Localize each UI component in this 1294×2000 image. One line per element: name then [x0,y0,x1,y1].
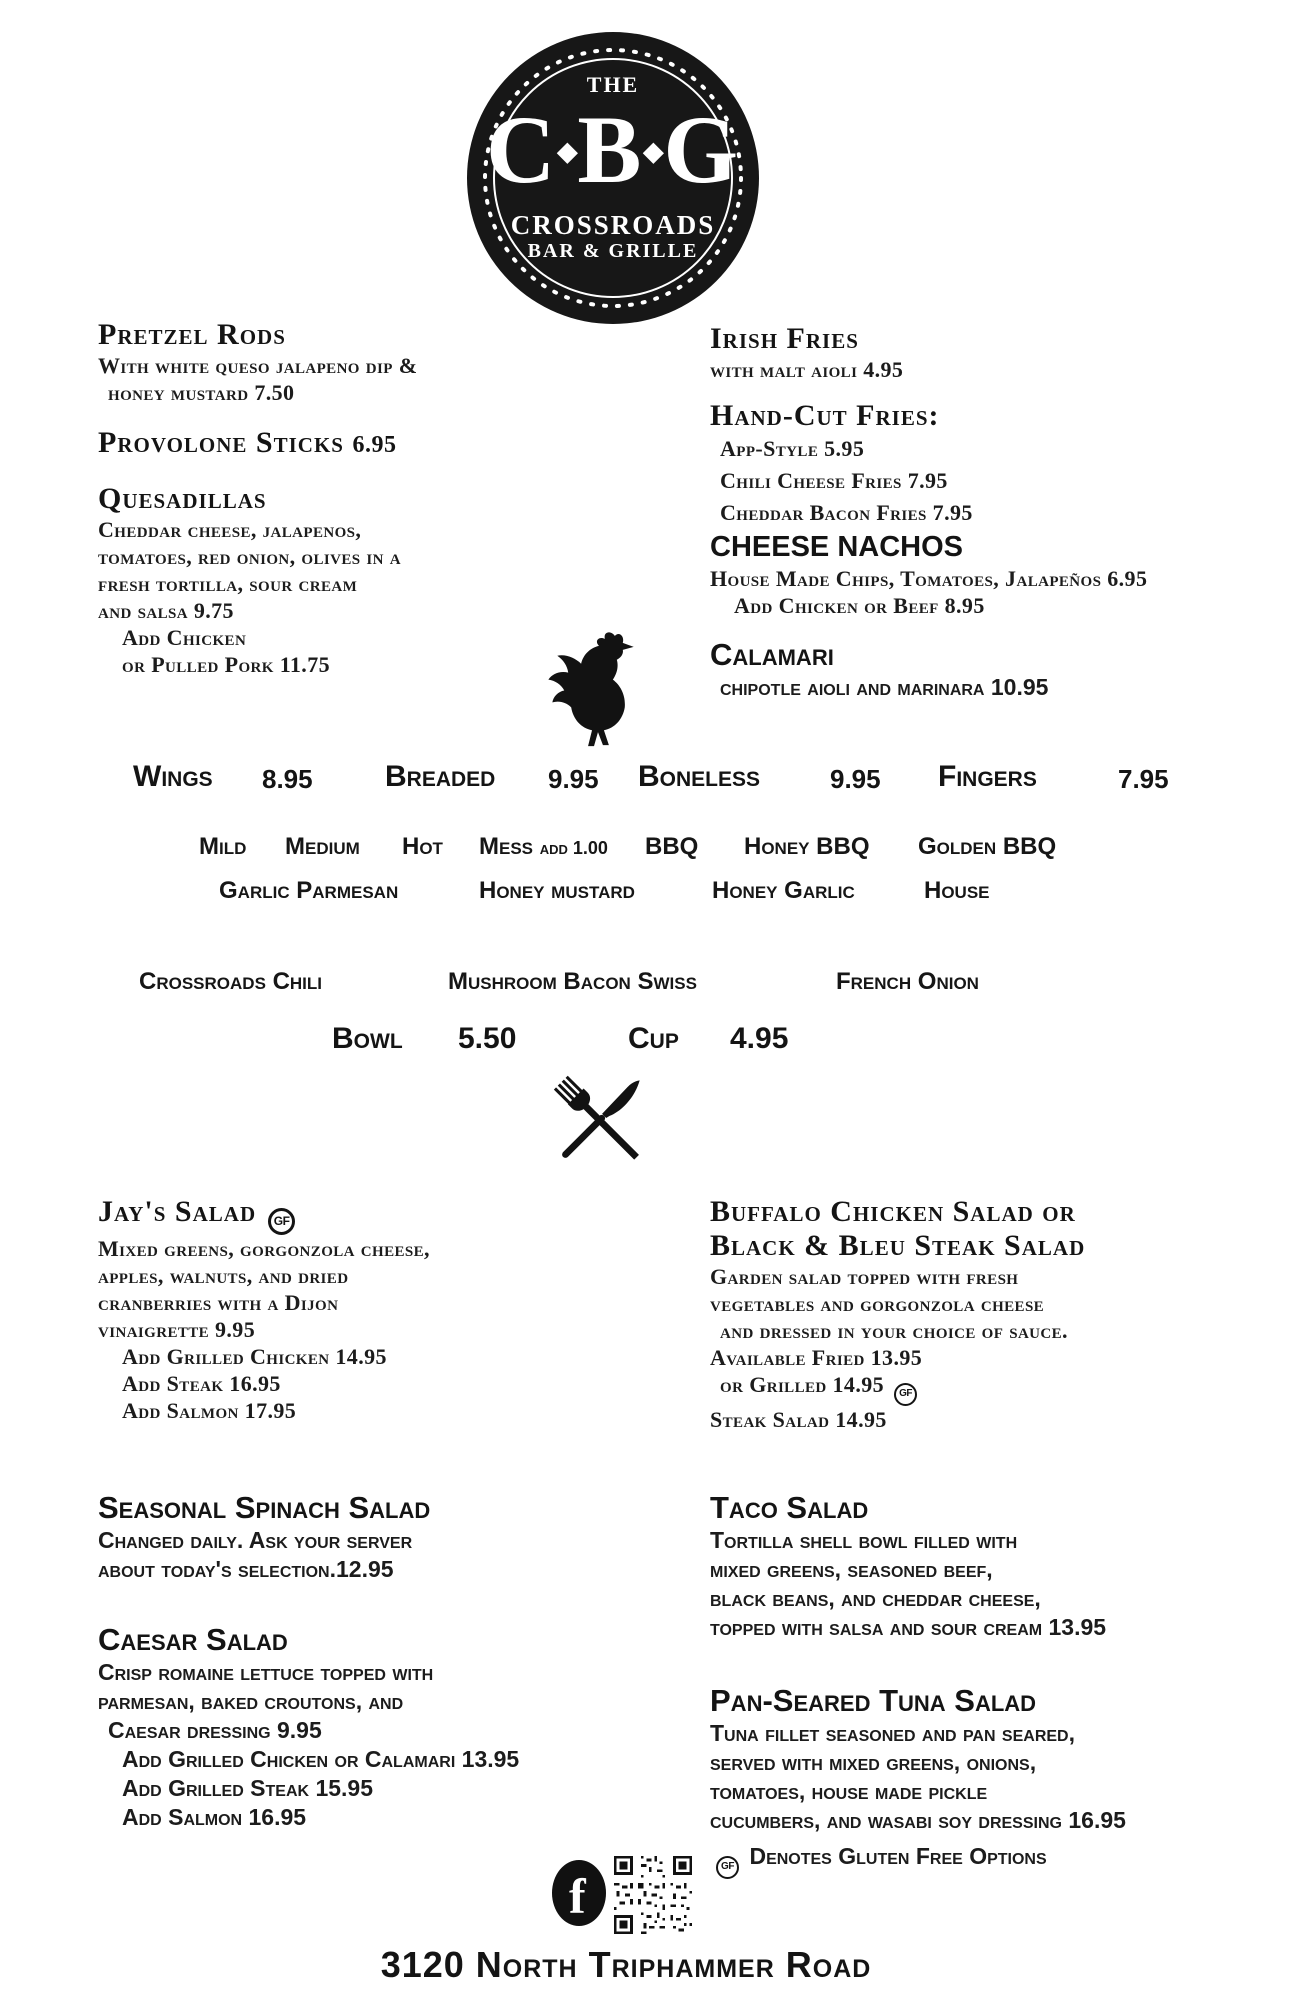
soup-name: Mushroom Bacon Swiss [448,968,697,995]
caesar-salad-block [98,1622,658,1832]
facebook-icon [552,1860,606,1926]
wing-price: 9.95 [830,764,881,794]
qr-code-icon [614,1856,692,1934]
item-title: Provolone Sticks 6.95 [98,426,397,459]
item-desc: Crisp romaine lettuce topped with [98,1659,434,1685]
item-desc: fresh tortilla, sour cream [98,571,358,596]
item-desc: and salsa 9.75 [98,598,234,623]
item-title: Quesadillas [98,482,267,515]
item-title: Caesar Salad [98,1622,288,1657]
logo-the: THE [586,72,640,97]
taco-salad-block [710,1490,1294,1642]
rooster-icon [545,630,645,754]
flavor: Honey Garlic [712,877,855,904]
item-desc: apples, walnuts, and dried [98,1263,349,1288]
item-desc: Mixed greens, gorgonzola cheese, [98,1236,430,1261]
logo-initials: C◆B◆G [485,96,741,203]
flavor: House [924,877,990,904]
item-desc: House Made Chips, Tomatoes, Jalapeños 6.95 [710,566,1148,591]
soup-name: Crossroads Chili [139,968,323,995]
diamond-icon: ◆ [557,137,578,166]
item-desc: Garden salad topped with fresh [710,1264,1019,1289]
item-addon: or Pulled Pork 11.75 [122,652,331,677]
item-desc: chipotle aioli and marinara 10.95 [720,674,1049,700]
wing-price: 7.95 [1118,764,1169,794]
item-desc: black beans, and cheddar cheese, [710,1585,1041,1611]
item-price: 6.95 [352,432,397,458]
item-addon: Add Grilled Chicken or Calamari 13.95 [122,1746,520,1772]
item-title: Buffalo Chicken Salad or [710,1195,1076,1228]
item-addon: Add Grilled Chicken 14.95 [122,1344,387,1369]
gluten-free-text: Denotes Gluten Free Options [749,1843,1047,1869]
item-title: Seasonal Spinach Salad [98,1490,431,1525]
item-title: Black & Bleu Steak Salad [710,1229,1086,1262]
item-desc: about today's selection.12.95 [98,1556,394,1582]
item-addon: Add Steak 16.95 [122,1371,281,1396]
item-desc: cranberries with a Dijon [98,1290,339,1315]
gluten-free-icon: GF [894,1383,917,1406]
item-desc: cucumbers, and wasabi soy dressing 16.95 [710,1807,1126,1833]
address-line: 3120 North Triphammer Road [380,1944,872,1985]
item-desc: Caesar dressing 9.95 [108,1717,322,1743]
item-title: Irish Fries [710,322,859,355]
item-title: Pan-Seared Tuna Salad [710,1683,1037,1718]
item-title: Jay's Salad GF [98,1195,618,1235]
item-addon: Add Grilled Steak 15.95 [122,1775,374,1801]
item-desc: Available Fried 13.95 [710,1345,923,1370]
item-desc: served with mixed greens, onions, [710,1749,1037,1775]
soup-size-price: 5.50 [458,1022,517,1055]
item-desc: App-Style 5.95 [720,436,865,461]
item-desc: topped with salsa and sour cream 13.95 [710,1614,1107,1640]
crossed-fork-knife-icon [542,1062,658,1178]
item-title: Calamari [710,637,834,672]
gluten-free-note [716,1842,1047,1879]
cbg-logo [467,32,759,324]
item-desc: parmesan, baked croutons, and [98,1688,404,1714]
flavor-mess: Mess add 1.00 [479,833,608,860]
flavor: Mild [199,833,247,860]
appetizers-left-column [98,318,618,678]
item-desc: vinaigrette 9.95 [98,1317,256,1342]
item-desc: Tuna fillet seasoned and pan seared, [710,1720,1075,1746]
flavor: BBQ [645,833,699,860]
item-desc: vegetables and gorgonzola cheese [710,1291,1045,1316]
item-addon: Add Salmon 16.95 [122,1804,307,1830]
flavor: Honey BBQ [744,833,870,860]
item-desc: Cheddar Bacon Fries 7.95 [720,500,973,525]
facebook-letter: f [569,1868,586,1924]
item-desc: Tortilla shell bowl filled with [710,1527,1018,1553]
flavor: Hot [402,833,443,860]
item-desc: with malt aioli 4.95 [710,357,904,382]
item-title: Pretzel Rods [98,318,286,351]
item-addon: Add Chicken [122,625,247,650]
item-desc: Steak Salad 14.95 [710,1407,887,1432]
item-desc: honey mustard 7.50 [108,380,295,405]
soup-name: French Onion [836,968,979,995]
logo-crossroads: CROSSROADS [510,210,716,240]
item-desc: Cheddar cheese, jalapenos, [98,517,362,542]
item-desc: tomatoes, house made pickle [710,1778,988,1804]
item-title: Hand-Cut Fries: [710,399,940,432]
flavor: Medium [285,833,360,860]
item-title: CHEESE NACHOS [710,531,963,563]
wing-price: 8.95 [262,764,313,794]
flavor-surcharge: add 1.00 [539,838,608,858]
item-desc: tomatoes, red onion, olives in a [98,544,402,569]
flavor: Garlic Parmesan [219,877,399,904]
wing-style: Breaded [385,760,496,793]
soup-size-price: 4.95 [730,1022,789,1055]
item-desc: Chili Cheese Fries 7.95 [720,468,948,493]
item-addon: Add Chicken or Beef 8.95 [734,593,985,618]
gluten-free-icon: GF [716,1856,739,1879]
item-desc: With white queso jalapeno dip & [98,353,418,378]
flavor: Golden BBQ [918,833,1057,860]
soup-size-label: Cup [628,1022,679,1055]
appetizers-right-column [710,322,1294,702]
item-addon: Add Salmon 17.95 [122,1398,297,1423]
soup-size-label: Bowl [332,1022,403,1055]
spinach-salad-block [98,1490,618,1584]
item-title: Taco Salad [710,1490,869,1525]
wing-price: 9.95 [548,764,599,794]
item-desc: mixed greens, seasoned beef, [710,1556,993,1582]
item-desc: and dressed in your choice of sauce. [720,1318,1068,1343]
salads-right-column [710,1195,1294,1433]
tuna-salad-block [710,1683,1294,1835]
gluten-free-icon: GF [268,1208,295,1235]
item-desc: Changed daily. Ask your server [98,1527,413,1553]
logo-bar-grille: BAR & GRILLE [527,240,699,262]
wing-style: Wings [133,760,213,793]
flavor: Honey mustard [479,877,635,904]
wing-style: Boneless [638,760,761,793]
salads-left-column [98,1195,618,1424]
diamond-icon: ◆ [643,137,664,166]
wing-style: Fingers [938,760,1037,793]
item-desc: or Grilled 14.95 GF [710,1371,1294,1406]
